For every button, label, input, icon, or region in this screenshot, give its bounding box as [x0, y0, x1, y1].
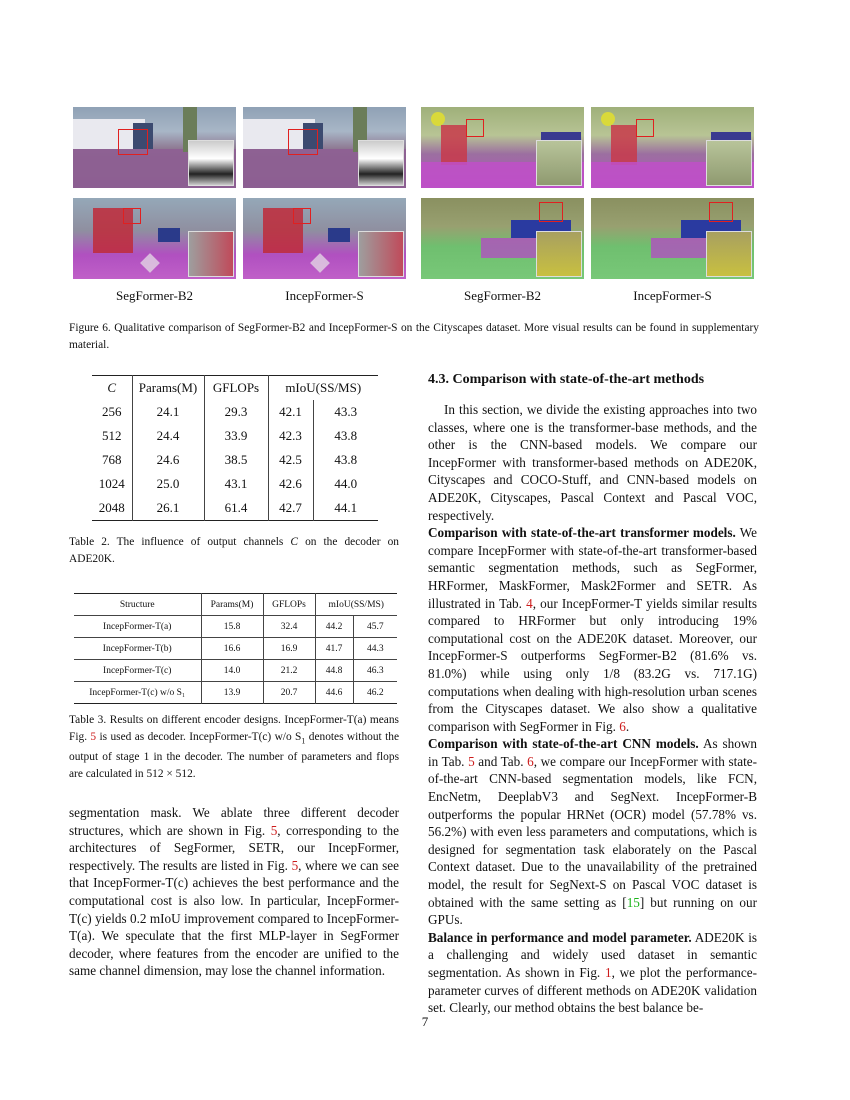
table-ref-link[interactable]: 5 — [468, 753, 475, 769]
figure-caption: Figure 6. Qualitative comparison of SegFormer-B2 and IncepFormer-S on the Cityscapes dataset. More visual results can be found in supplementary material. — [69, 322, 759, 351]
paragraph-balance — [428, 929, 757, 1017]
table-cell: 44.8 — [315, 660, 353, 682]
table-cell: IncepFormer-T(a) — [74, 616, 201, 638]
text: , we compare our IncepFormer with state-of-the-art CNN-based segmentation models, like FCN, EncNetm, DeeplabV3 and SegNext. IncepFormer-B outperforms the popular HRNet (OCR) model (57.78% vs. 56.2%) with even less parameters and computations, which is designed for segmentation task elaborately on the Pascal Context dataset. Due to the unavailability of the pretrained model, the result for SegNext-S on Pascal VOC dataset is obtained with the same setting as [ — [428, 753, 757, 910]
table-cell: 38.5 — [204, 448, 268, 472]
table-cell: 256 — [92, 400, 132, 424]
table-row — [92, 448, 378, 472]
table-cell: 768 — [92, 448, 132, 472]
figure-image-street-segformer — [73, 198, 236, 279]
table-cell: 512 — [92, 424, 132, 448]
table-cell: 42.5 — [268, 448, 313, 472]
paragraph-title: Comparison with state-of-the-art CNN models. — [428, 736, 699, 752]
table-cell: 24.6 — [132, 448, 204, 472]
table-cell: 41.7 — [315, 638, 353, 660]
table-row — [74, 682, 397, 704]
table-cell: 42.6 — [268, 472, 313, 496]
table-cell: 43.8 — [334, 428, 358, 443]
table-cell: 33.9 — [204, 424, 268, 448]
table-row — [92, 400, 378, 424]
table-cell: 44.3 — [353, 638, 397, 660]
table-cell: 2048 — [92, 496, 132, 521]
table-header-cell: Params(M) — [132, 376, 204, 401]
table-header — [74, 594, 397, 616]
paragraph-transformer — [428, 524, 757, 735]
figure-ref-link[interactable]: 1 — [605, 965, 612, 980]
text: , we plot the performance-parameter curves of different methods on ADE20K validation set. Clearly, our method obtains the best balance be- — [428, 965, 758, 1016]
table-row — [92, 424, 378, 448]
table-cell: 61.4 — [204, 496, 268, 521]
figure-image-street-incepformer — [243, 198, 406, 279]
text: As shown in Tab. — [428, 736, 757, 769]
table-cell: 43.1 — [204, 472, 268, 496]
table-cell: 24.4 — [132, 424, 204, 448]
table-cell: 24.1 — [132, 400, 204, 424]
figure-image-cyclist-segformer — [421, 107, 584, 188]
right-column-text — [428, 401, 757, 1017]
table-row — [74, 616, 397, 638]
page-number: 7 — [421, 1014, 429, 1029]
figure-ref-link[interactable]: 6 — [619, 718, 626, 734]
table-cell: 26.1 — [132, 496, 204, 521]
table-cell: 21.2 — [263, 660, 315, 682]
intro-paragraph: In this section, we divide the existing approaches into two classes, where one is the transformer-base methods, and the other is the CNN-based models. We compare our IncepFormer with transformer-based methods on ADE20K, Cityscapes and COCO-Stuff, and CNN-based models on ADE20K, Cityscapes, Pascal Context and Pascal VOC, respectively. — [428, 402, 757, 523]
figure-image-truck-segformer — [73, 107, 236, 188]
table-2-caption: Table 2. The influence of output channels C on the decoder on ADE20K. — [69, 536, 399, 565]
table-header-cell: Params(M) — [201, 594, 263, 616]
paragraph-cnn — [428, 735, 757, 929]
text: ADE20K is a challenging and widely used dataset in semantic segmentation. As shown in Fig. — [428, 929, 757, 980]
figure-label: IncepFormer-S — [285, 288, 364, 303]
left-paragraph: segmentation mask. We ablate three different decoder structures, which are shown in Fig. 5, corresponding to the architectures of SegFormer, SETR, our IncepFormer, respectively. The results are listed in Fig. 5, where we can see that IncepFormer-T(c) achieves the best performance and the computational cost is also low. In particular, IncepFormer-T(c) yields 0.2 mIoU improvement compared to IncepFormer-T(a). We speculate that the first MLP-layer in SegFormer decoder, where features from the encoder are unified to the same channel dimension, may lose the channel information. — [69, 805, 399, 979]
figure-image-cyclist-incepformer — [591, 107, 754, 188]
table-cell: IncepFormer-T(c) — [74, 660, 201, 682]
figure-image-truck-incepformer — [243, 107, 406, 188]
section-heading: 4.3. Comparison with state-of-the-art methods — [428, 372, 705, 387]
table-ref-link[interactable]: 6 — [527, 753, 534, 769]
table-cell: 43.8 — [334, 452, 358, 467]
table-cell: 32.4 — [263, 616, 315, 638]
table-cell: 29.3 — [204, 400, 268, 424]
table-cell: 44.0 — [334, 476, 358, 491]
table-cell: 16.9 — [263, 638, 315, 660]
figure-label: IncepFormer-S — [633, 288, 712, 303]
table-cell: 43.3 — [334, 404, 358, 419]
figure-label: SegFormer-B2 — [115, 288, 193, 303]
text: and Tab. — [474, 753, 528, 769]
table-cell: 15.8 — [201, 616, 263, 638]
table-cell: 45.7 — [353, 616, 397, 638]
table-cell: 16.6 — [201, 638, 263, 660]
table-header-cell: Structure — [74, 594, 201, 616]
table-cell: 42.7 — [268, 496, 313, 521]
table-3 — [74, 593, 397, 704]
table-2 — [92, 375, 378, 521]
table-header-cell: mIoU(SS/MS) — [285, 380, 362, 395]
table-row — [92, 472, 378, 496]
figure-6 — [0, 0, 850, 360]
table-ref-link[interactable]: 4 — [526, 595, 533, 611]
table-row — [92, 496, 378, 521]
text: ] but running on our GPUs. — [428, 894, 757, 928]
table-row — [74, 638, 397, 660]
table-cell: 20.7 — [263, 682, 315, 704]
table-row — [74, 660, 397, 682]
figure-image-green-incepformer — [591, 198, 754, 279]
text: We compare IncepFormer with state-of-the-art transformer-based semantic segmentation methods, such as SegFormer, HRFormer, MaskFormer, Mask2Former and SETR. As illustrated in Tab. — [428, 525, 757, 611]
table-cell: 42.3 — [268, 424, 313, 448]
table-header-cell: C — [92, 376, 132, 401]
table-cell: IncepFormer-T(c) w/o S₁ — [74, 682, 201, 704]
table-cell: IncepFormer-T(b) — [74, 638, 201, 660]
table-cell: 1024 — [92, 472, 132, 496]
table-cell: 42.1 — [268, 400, 313, 424]
paragraph-title: Comparison with state-of-the-art transformer models. — [428, 525, 736, 541]
figure-image-green-segformer — [421, 198, 584, 279]
text: . — [625, 718, 630, 734]
table-cell: 46.2 — [353, 682, 397, 704]
table-header-cell: GFLOPs — [204, 376, 268, 401]
table-cell: 25.0 — [132, 472, 204, 496]
figure-label: SegFormer-B2 — [463, 288, 541, 303]
table-cell: 44.2 — [315, 616, 353, 638]
table-cell: 46.3 — [353, 660, 397, 682]
table-cell: 44.1 — [334, 500, 358, 515]
table-cell: 13.9 — [201, 682, 263, 704]
table-header — [92, 376, 378, 401]
text: , our IncepFormer-T yields similar results compared to HRFormer but only introducing 19% computational cost on the ADE20K dataset. Moreover, our IncepFormer-S outperforms SegFormer-B2 (81.6% vs. 81.0%) while using only 1/8 (83.2G vs. 717.1G) computations when dealing with high-resolution urban scenes from the Cityscapes dataset. We also show a qualitative comparison with SegFormer in Fig. — [428, 595, 757, 734]
table-3-caption: Table 3. Results on different encoder designs. IncepFormer-T(a) means Fig. 5 is used as decoder. IncepFormer-T(c) w/o $S_1$ denotes without the output of stage 1 in the decoder. The number of parameters and flops are calculated in 512 × 512. — [69, 714, 400, 781]
citation-link[interactable]: 15 — [626, 894, 640, 910]
table-cell: 14.0 — [201, 660, 263, 682]
paragraph-title: Balance in performance and model parameter. — [428, 929, 692, 945]
table-header-cell: mIoU(SS/MS) — [328, 599, 384, 610]
table-cell: 44.6 — [315, 682, 353, 704]
table-header-cell: GFLOPs — [263, 594, 315, 616]
